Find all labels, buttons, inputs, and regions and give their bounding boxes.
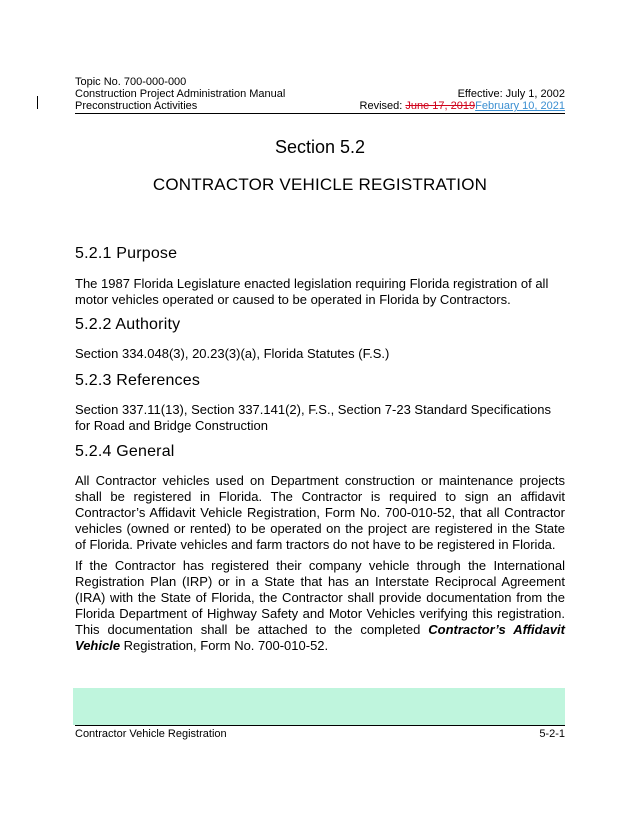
header-row-chapter [75,100,565,114]
header-manual: Construction Project Administration Manual [75,88,286,100]
revised-new-date: February 10, 2021 [475,100,565,112]
change-bar [37,96,38,109]
heading-purpose: 5.2.1 Purpose [75,245,178,262]
references-text: Section 337.11(13), Section 337.141(2), F.S., Section 7-23 Standard Specifications for Road and Bridge Construction [75,402,551,433]
header-chapter: Preconstruction Activities [75,100,198,112]
general-text-2-after: Registration, Form No. 700-010-52. [120,638,329,653]
header-effective: Effective: July 1, 2002 [457,88,565,100]
highlight-box [73,688,565,725]
footer-title: Contractor Vehicle Registration [75,728,227,740]
revised-old-date: June 17, 2019 [405,100,476,112]
authority-text: Section 334.048(3), 20.23(3)(a), Florida Statutes (F.S.) [75,346,390,361]
heading-references: 5.2.3 References [75,372,201,389]
page-number: 5-2-1 [539,728,565,740]
revised-label: Revised: [359,100,406,112]
header-row-manual [75,88,565,100]
header-topic: Topic No. 700-000-000 [75,76,187,88]
section-title: CONTRACTOR VEHICLE REGISTRATION [152,175,488,194]
general-text-2 [75,558,565,654]
header-revised [360,100,565,112]
general-text-2-emphasis: Contractor’s Affidavit Vehicle [75,622,565,653]
heading-general: 5.2.4 General [75,443,175,460]
heading-authority: 5.2.2 Authority [75,316,181,333]
purpose-text: The 1987 Florida Legislature enacted legislation requiring Florida registration of all motor vehicles operated or caused to be operated in Florida by Contractors. [75,276,549,307]
section-number: Section 5.2 [274,137,366,157]
general-text-1: All Contractor vehicles used on Department construction or maintenance projects shall be registered in Florida. The Contractor is required to sign an affidavit Contractor’s Affidavit Vehicle Registration, Form No. 700-010-52, that all Contractor vehicles (owned or rented) to be operated on the project are registered in the State of Florida. Private vehicles and farm tractors do not have to be registered in Florida. [75,473,565,552]
page-footer [75,725,565,740]
general-text-2-before: If the Contractor has registered their company vehicle through the International Registration Plan (IRP) or in a State that has an Interstate Reciprocal Agreement (IRA) with the State of Florida, the Contractor shall provide documentation from the Florida Department of Highway Safety and Motor Vehicles verifying this registration. This documentation shall be attached to the completed [75,558,565,637]
